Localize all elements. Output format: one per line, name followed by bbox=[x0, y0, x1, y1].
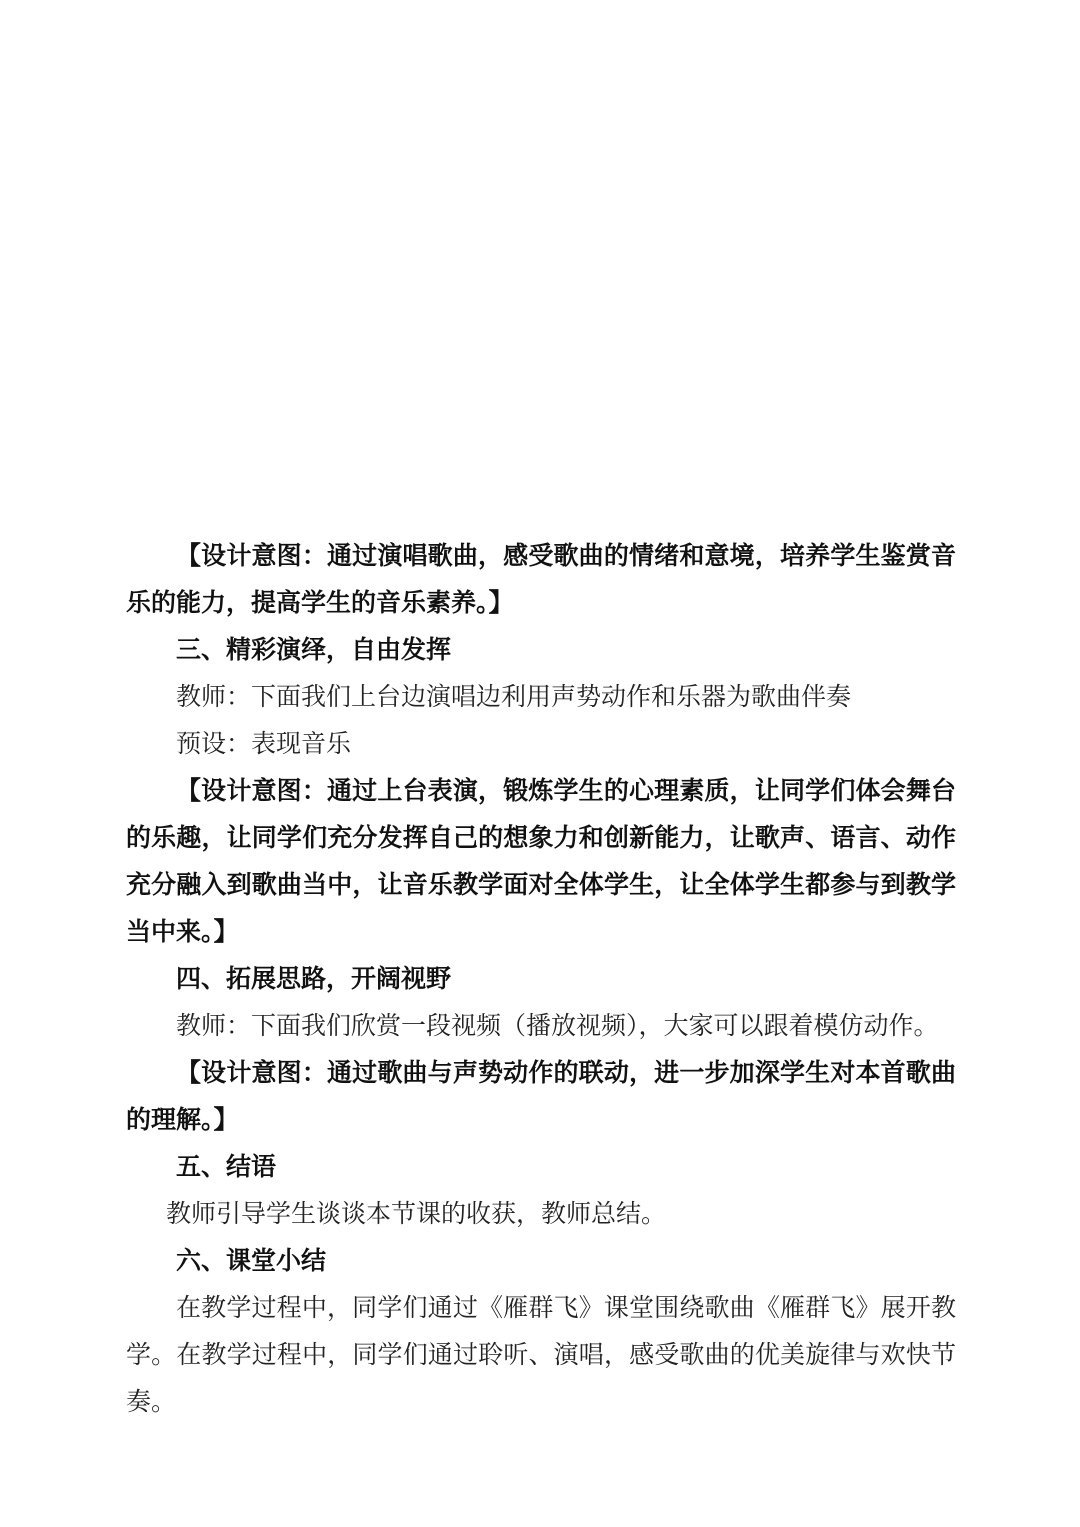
document-body bbox=[126, 532, 956, 1425]
preset-line: 预设：表现音乐 bbox=[176, 729, 352, 758]
section-heading-3: 三、精彩演绎，自由发挥 bbox=[176, 635, 452, 664]
section-heading-4: 四、拓展思路，开阔视野 bbox=[176, 964, 452, 993]
section-heading-6: 六、课堂小结 bbox=[176, 1246, 327, 1275]
teacher-line-1: 教师：下面我们上台边演唱边利用声势动作和乐器为歌曲伴奏 bbox=[176, 682, 852, 711]
design-intent-paragraph-3: 【设计意图：通过歌曲与声势动作的联动，进一步加深学生对本首歌曲的理解。】 bbox=[126, 1058, 956, 1134]
summary-paragraph: 在教学过程中，同学们通过《雁群飞》课堂围绕歌曲《雁群飞》展开教学。在教学过程中，同学们通过聆听、演唱，感受歌曲的优美旋律与欢快节奏。 bbox=[126, 1293, 956, 1416]
section-heading-5: 五、结语 bbox=[176, 1152, 277, 1181]
teacher-line-2: 教师：下面我们欣赏一段视频（播放视频），大家可以跟着模仿动作。 bbox=[176, 1011, 939, 1040]
design-intent-paragraph-2: 【设计意图：通过上台表演，锻炼学生的心理素质，让同学们体会舞台的乐趣，让同学们充分发挥自己的想象力和创新能力，让歌声、语言、动作充分融入到歌曲当中，让音乐教学面对全体学生，让全体学生都参与到教学当中来。】 bbox=[126, 776, 956, 946]
design-intent-paragraph-1: 【设计意图：通过演唱歌曲，感受歌曲的情绪和意境，培养学生鉴赏音乐的能力，提高学生的音乐素养。】 bbox=[126, 541, 956, 617]
conclusion-line: 教师引导学生谈谈本节课的收获，教师总结。 bbox=[166, 1199, 667, 1228]
